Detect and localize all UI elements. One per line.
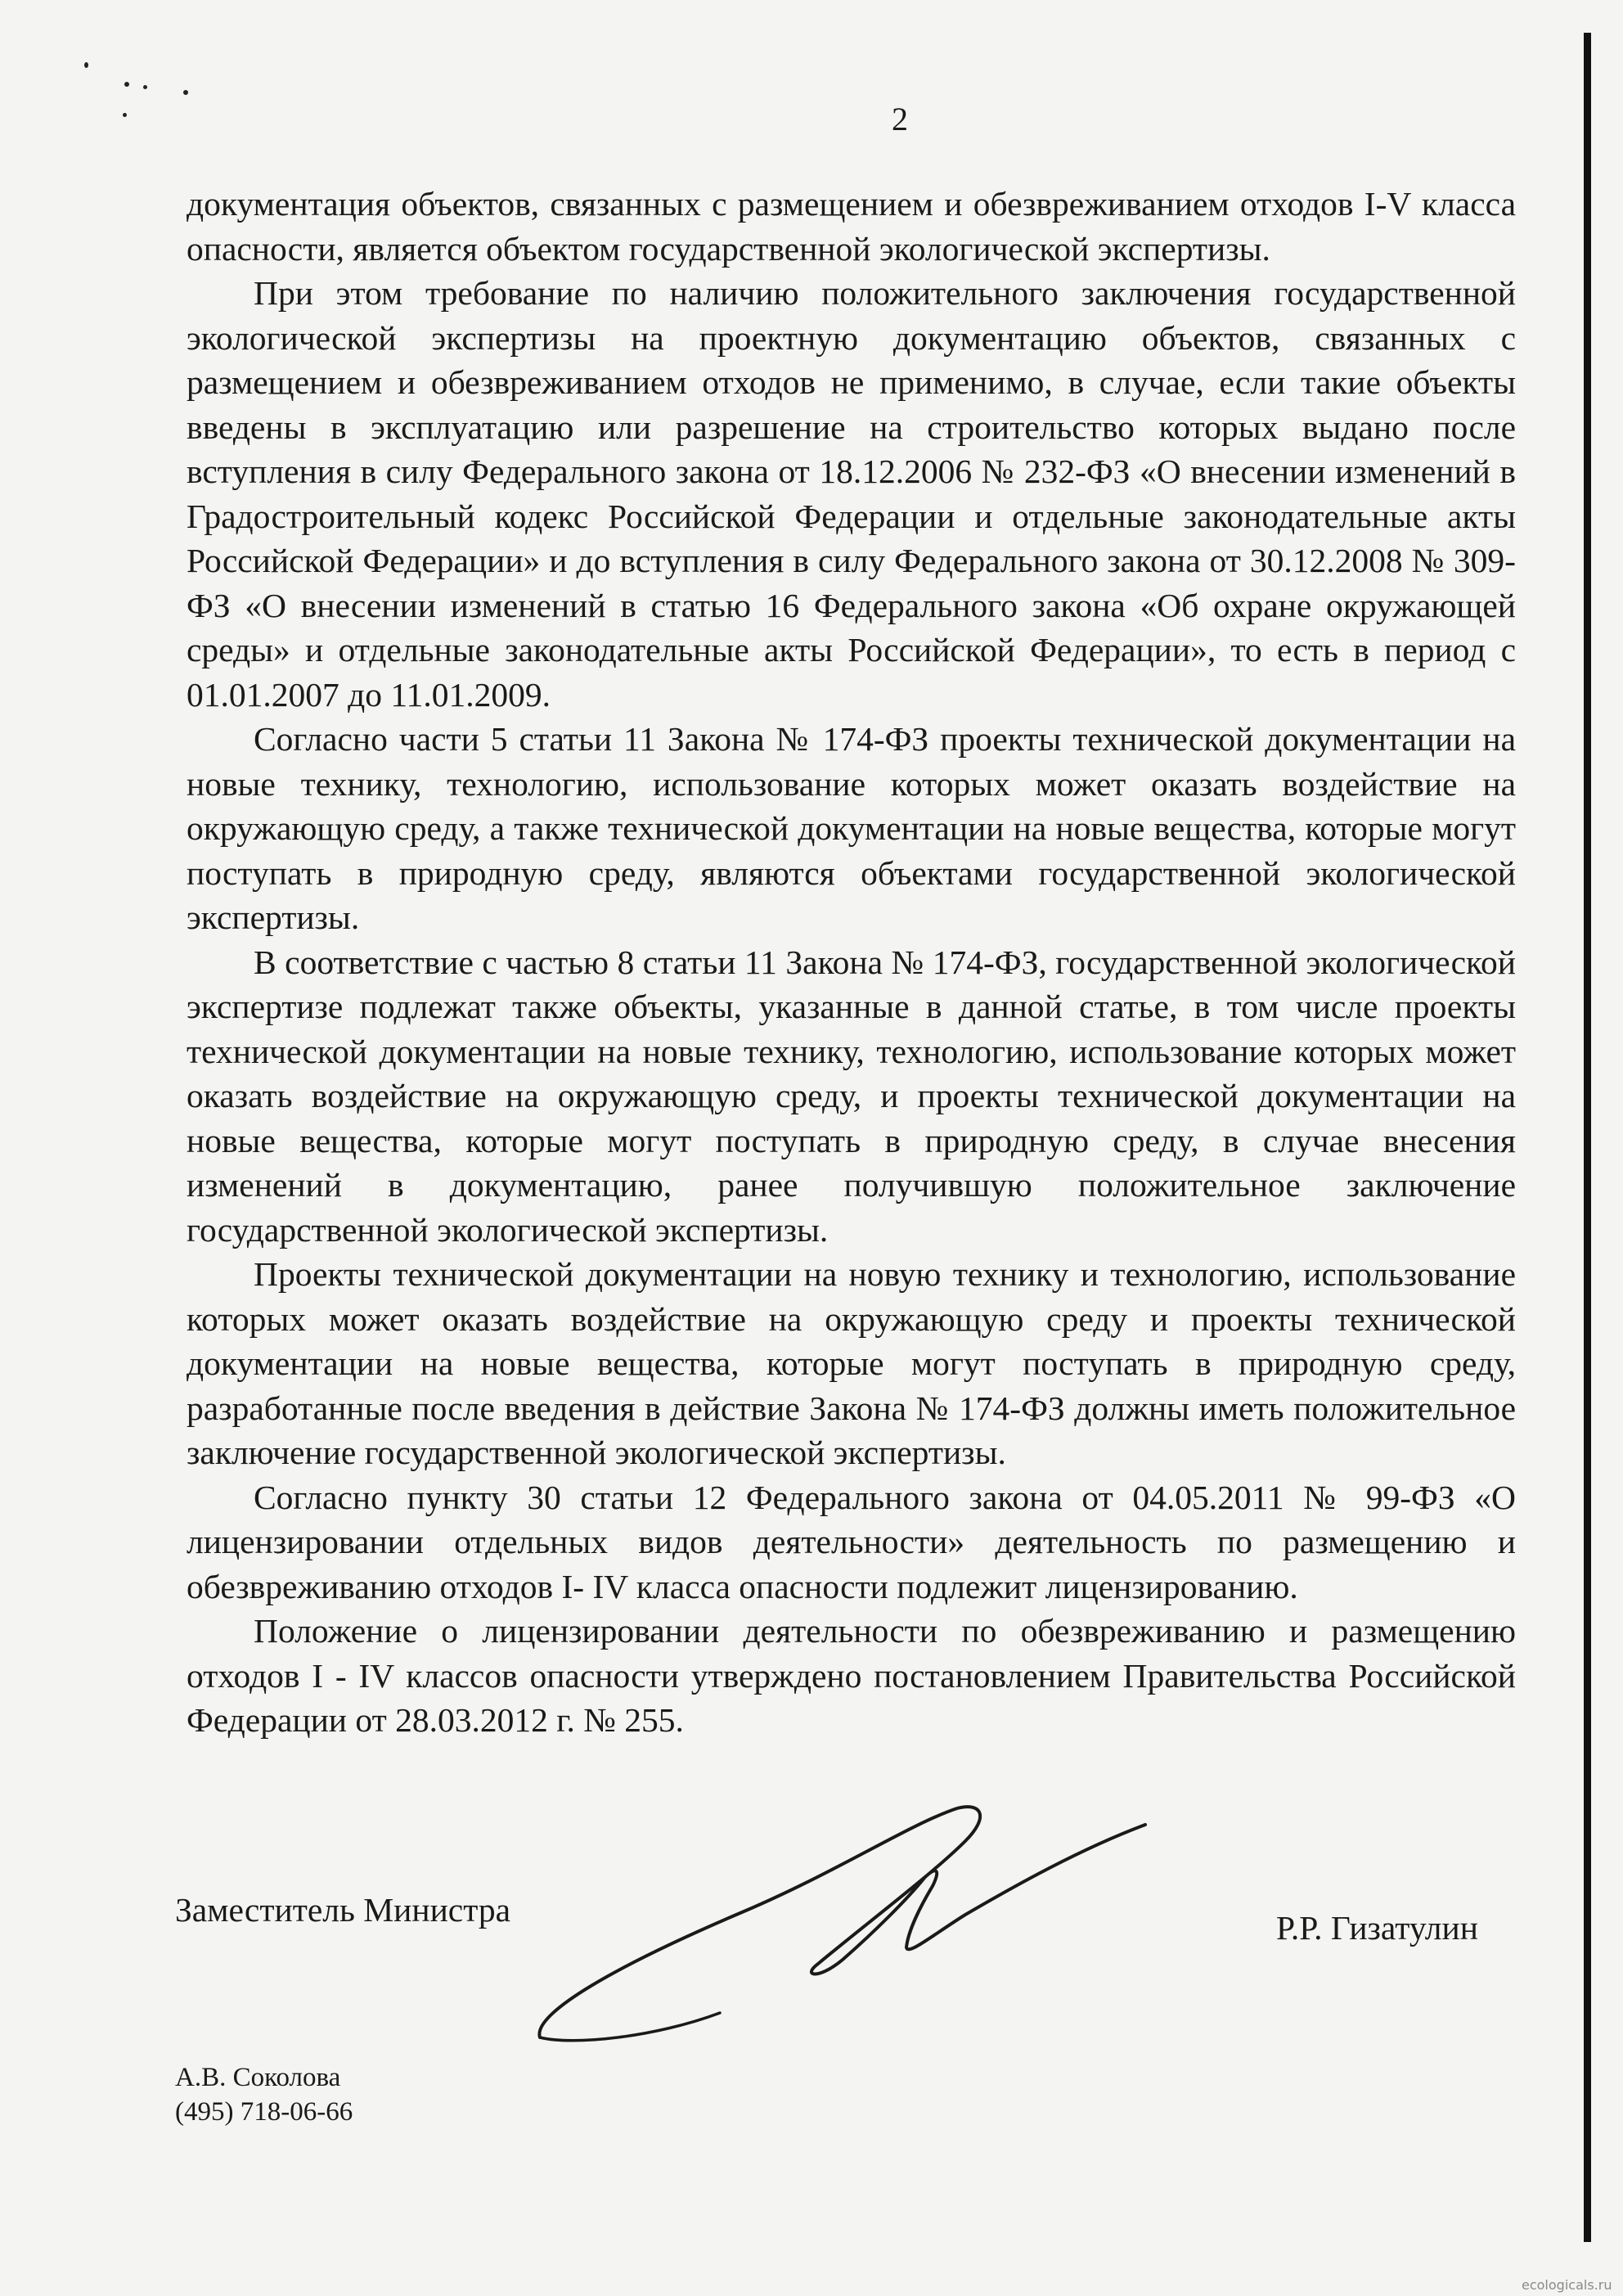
paragraph: Согласно части 5 статьи 11 Закона № 174-ФЗ проекты технической документации на новые технику, технологию, использование которых может оказать воздействие на окружающую среду, а также технической документации на новые вещества, которые могут поступать в природную среду, являются объектами государственной экологической экспертизы.	[187, 720, 1516, 936]
scan-speck	[143, 85, 147, 89]
paragraph: Согласно пункту 30 статьи 12 Федерального закона от 04.05.2011 № 99-ФЗ «О лицензировании отдельных видов деятельности» деятельность по размещению и обезвреживанию отходов I- IV класса опасности подлежит лицензированию.	[187, 1478, 1516, 1605]
letter-body	[187, 182, 1516, 1743]
scan-speck	[124, 82, 129, 87]
paragraph: В соответствие с частью 8 статьи 11 Закона № 174-ФЗ, государственной экологической экспертизе подлежат также объекты, указанные в данной статье, в том числе проекты технической документации на новые технику, технологию, использование которых может оказать воздействие на окружающую среду, и проекты технической документации на новые вещества, которые могут поступать в природную среду, в случае внесения изменений в документацию, ранее получившую положительное заключение государственной экологической экспертизы.	[187, 943, 1516, 1249]
paragraph: документация объектов, связанных с размещением и обезвреживанием отходов I-V класса опасности, является объектом государственной экологической экспертизы.	[187, 185, 1516, 268]
signatory-position: Заместитель Министра	[175, 1891, 511, 1929]
paragraph: Проекты технической документации на новую технику и технологию, использование которых может оказать воздействие на окружающую среду и проекты технической документации на новые вещества, которые могут поступать в природную среду, разработанные после введения в действие Закона № 174-ФЗ должны иметь положительное заключение государственной экологической экспертизы.	[187, 1255, 1516, 1471]
paragraph: Положение о лицензировании деятельности по обезвреживанию и размещению отходов I - IV классов опасности утверждено постановлением Правительства Российской Федерации от 28.03.2012 г. № 255.	[187, 1612, 1516, 1739]
scan-speck	[123, 113, 127, 117]
page-number: 2	[892, 101, 908, 137]
executor-block	[175, 2060, 353, 2129]
watermark: ecologicals.ru	[1522, 2277, 1612, 2293]
executor-phone: (495) 718-06-66	[175, 2097, 353, 2127]
scan-speck	[84, 62, 88, 68]
executor-name: А.В. Соколова	[175, 2063, 341, 2092]
paragraph: При этом требование по наличию положительного заключения государственной экологической экспертизы на проектную документацию объектов, связанных с размещением и обезвреживанием отходов не применимо, в случае, если такие объекты введены в эксплуатацию или разрешение на строительство которых выдано после вступления в силу Федерального закона от 18.12.2006 № 232-ФЗ «О внесении изменений в Градостроительный кодекс Российской Федерации и отдельные законодательные акты Российской Федерации» и до вступления в силу Федерального закона от 30.12.2008 № 309-ФЗ «О внесении изменений в статью 16 Федерального закона «Об охране окружающей среды» и отдельные законодательные акты Российской Федерации», то есть в период с 01.01.2007 до 11.01.2009.	[187, 274, 1516, 714]
scan-speck	[183, 90, 188, 95]
signatory-name: Р.Р. Гизатулин	[1276, 1909, 1478, 1947]
handwritten-signature	[524, 1792, 1162, 2062]
scan-edge-shadow	[1584, 33, 1591, 2242]
